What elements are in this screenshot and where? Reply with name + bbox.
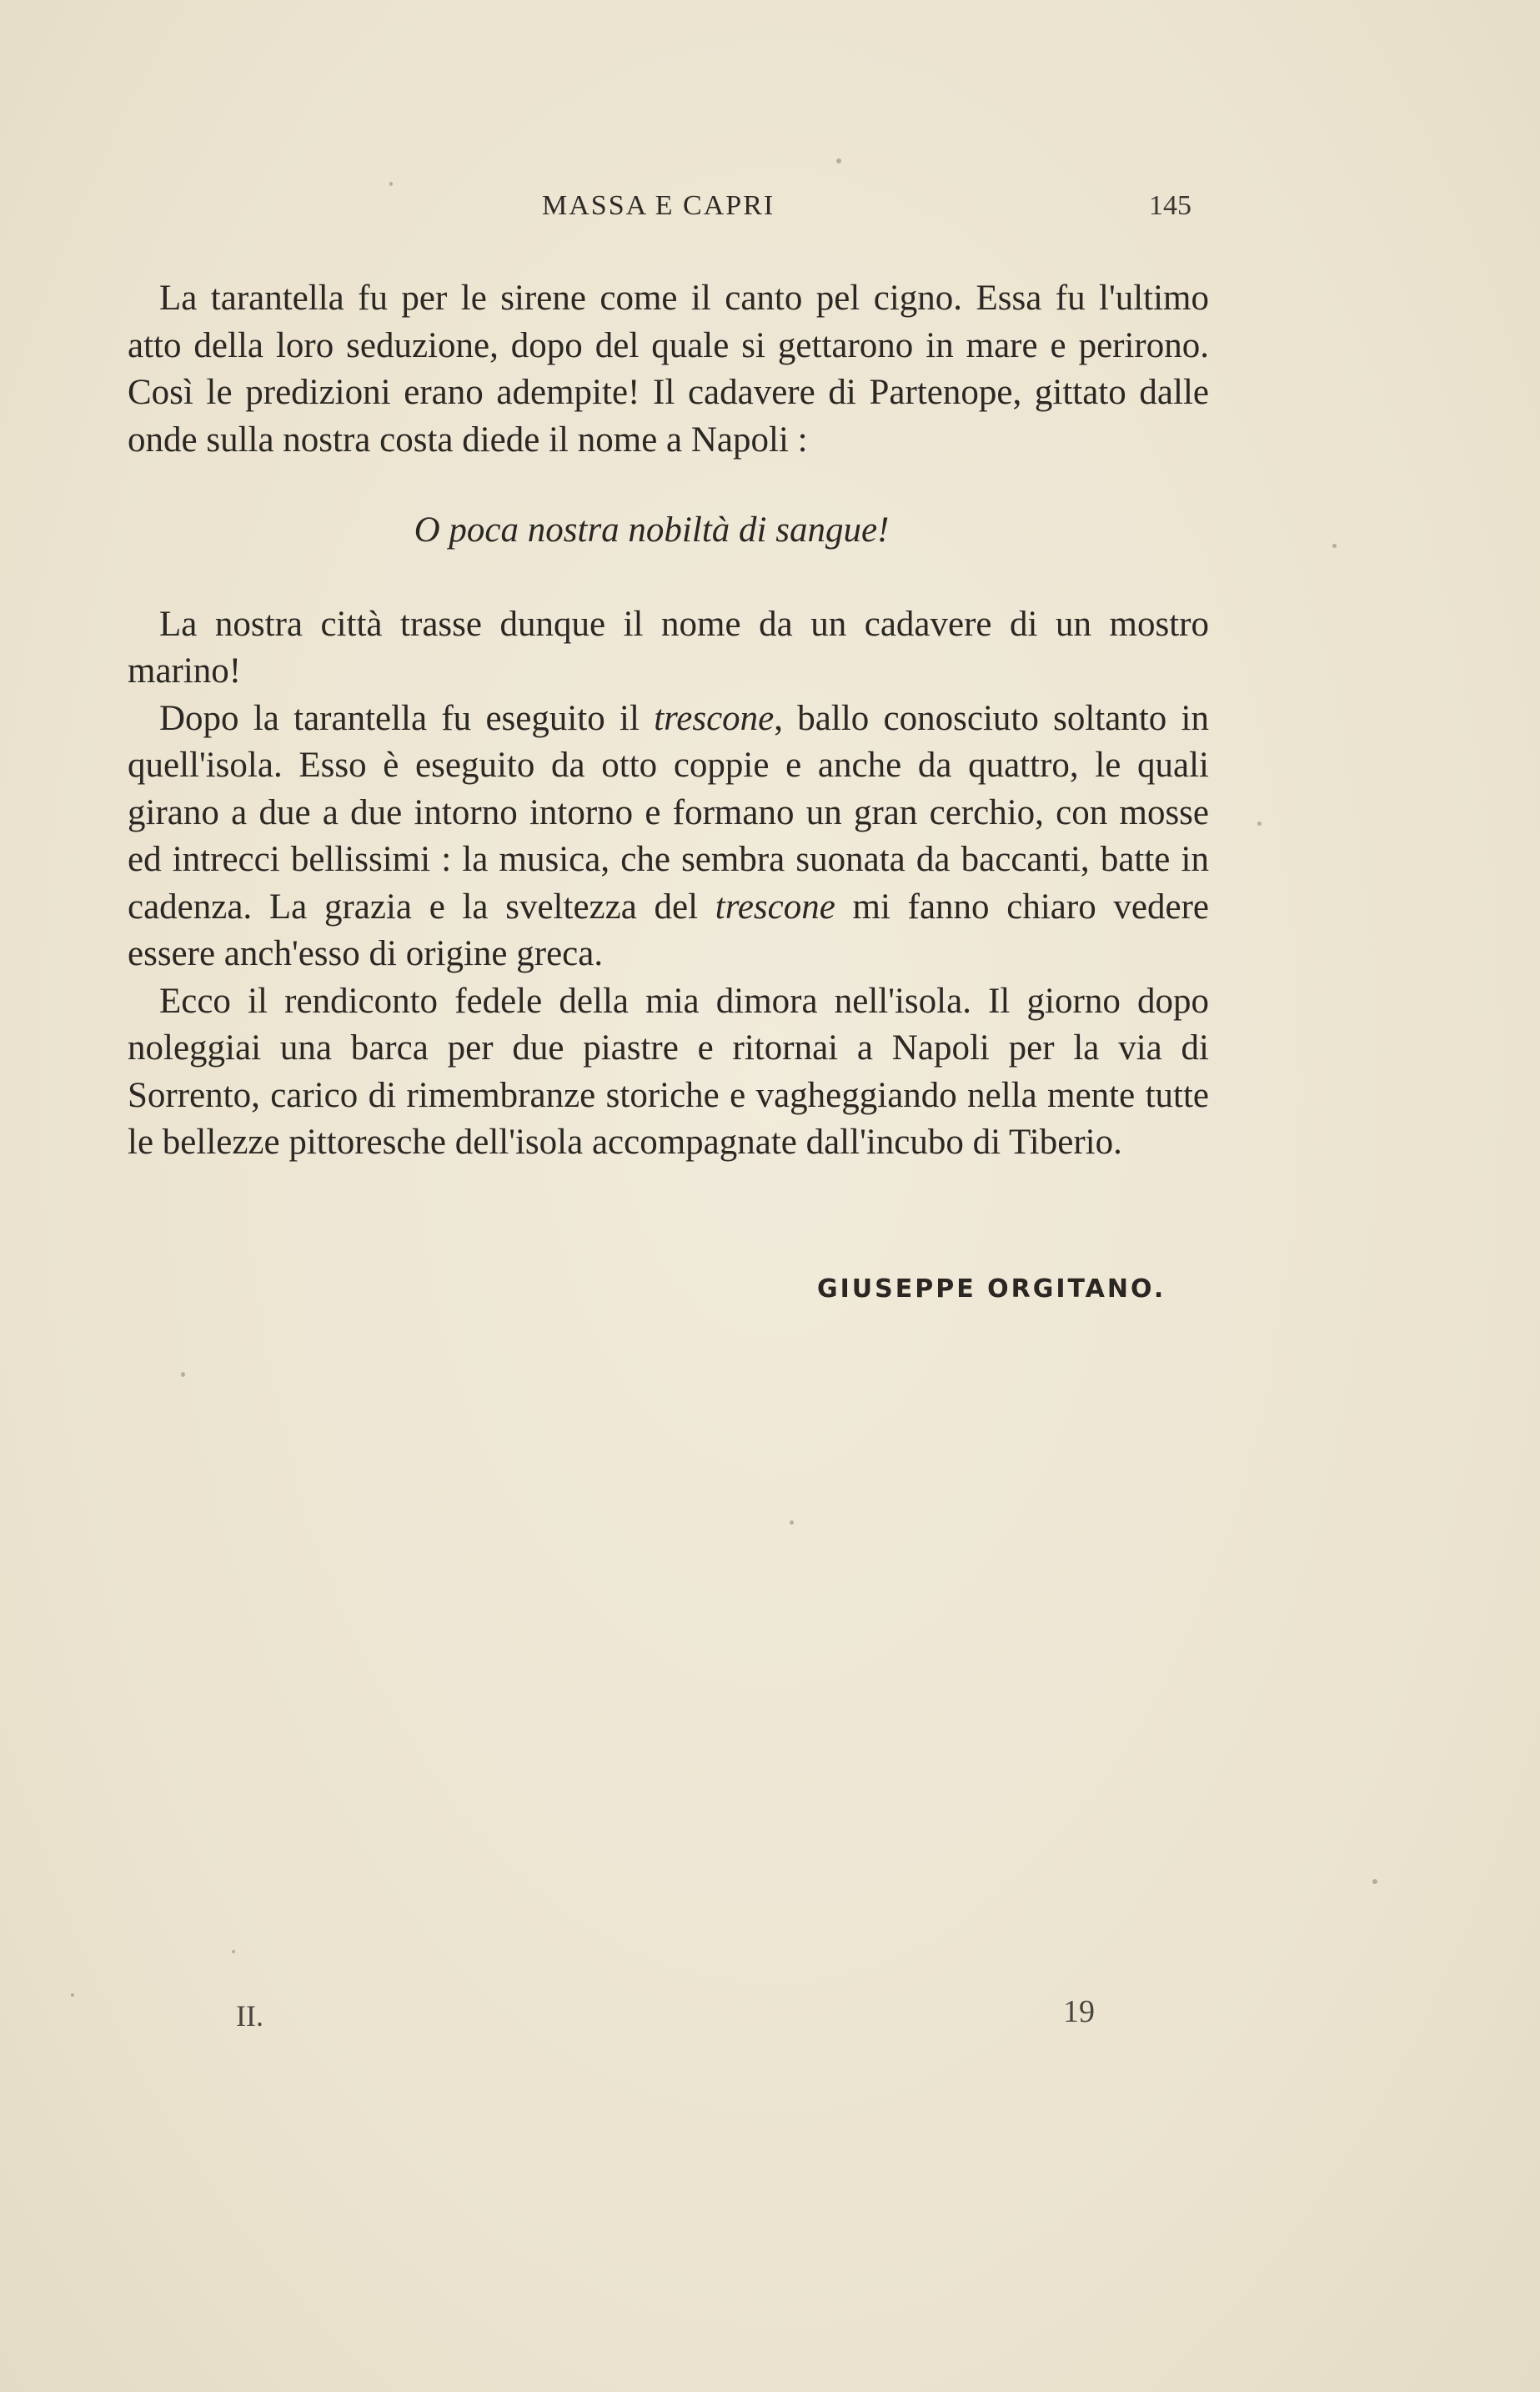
paper-speck [1332,544,1337,548]
author-signature: GIUSEPPE ORGITANO. [817,1274,1166,1304]
paper-speck [1372,1879,1377,1884]
body-text [128,275,1209,1167]
paragraph-2: La nostra città trasse dunque il nome da un cadavere di un mostro marino! [128,604,1209,691]
paragraph-3 [128,696,1209,978]
paper-speck [181,1372,185,1377]
running-head [0,190,1540,240]
page-number: 145 [1149,190,1191,221]
gathering-number: 19 [1063,1994,1095,2029]
term-trescone: trescone [654,698,775,738]
paragraph-3-text-a: Dopo la tarantella fu eseguito il [159,698,655,738]
paragraph-3-text-c: mi fanno chiaro vedere essere anch'esso di origine greca. [128,887,1209,973]
paper-speck [71,1993,74,1997]
paper-speck [389,182,393,186]
volume-mark: II. [236,1999,263,2033]
paragraph-1: La tarantella fu per le sirene come il canto pel cigno. Essa fu l'ultimo atto della loro seduzione, dopo del quale si gettarono in mare e perirono. Così le predizioni erano adempite! Il cadavere di Partenope, gittato dalle onde sulla nostra costa diede il nome a Napoli : [128,279,1209,460]
quotation: O poca nostra nobiltà di sangue! [414,510,890,550]
paragraph-3-text-b: , ballo conosciuto soltanto in quell'isola. Esso è eseguito da otto coppie e anche da quattro, le quali girano a due a due intorno intorno e formano un gran cerchio, con mosse ed intrecci bellissimi : la musica, che sembra suonata da baccanti, batte in cadenza. La grazia e la sveltezza del [128,698,1209,927]
paper-speck [1257,822,1262,826]
paper-speck [836,158,841,163]
running-head-title: MASSA E CAPRI [542,190,775,221]
term-trescone-2: trescone [715,887,835,927]
printer-signature-line [0,1993,1540,2043]
paper-speck [790,1520,794,1525]
paper-speck [232,1950,235,1953]
paragraph-4: Ecco il rendiconto fedele della mia dimora nell'isola. Il giorno dopo noleggiai una barca per due piastre e ritornai a Napoli per la via di Sorrento, carico di rimembranze storiche e vagheggiando nella mente tutte le bellezze pittoresche dell'isola accompagnate dall'incubo di Tiberio. [128,981,1209,1162]
